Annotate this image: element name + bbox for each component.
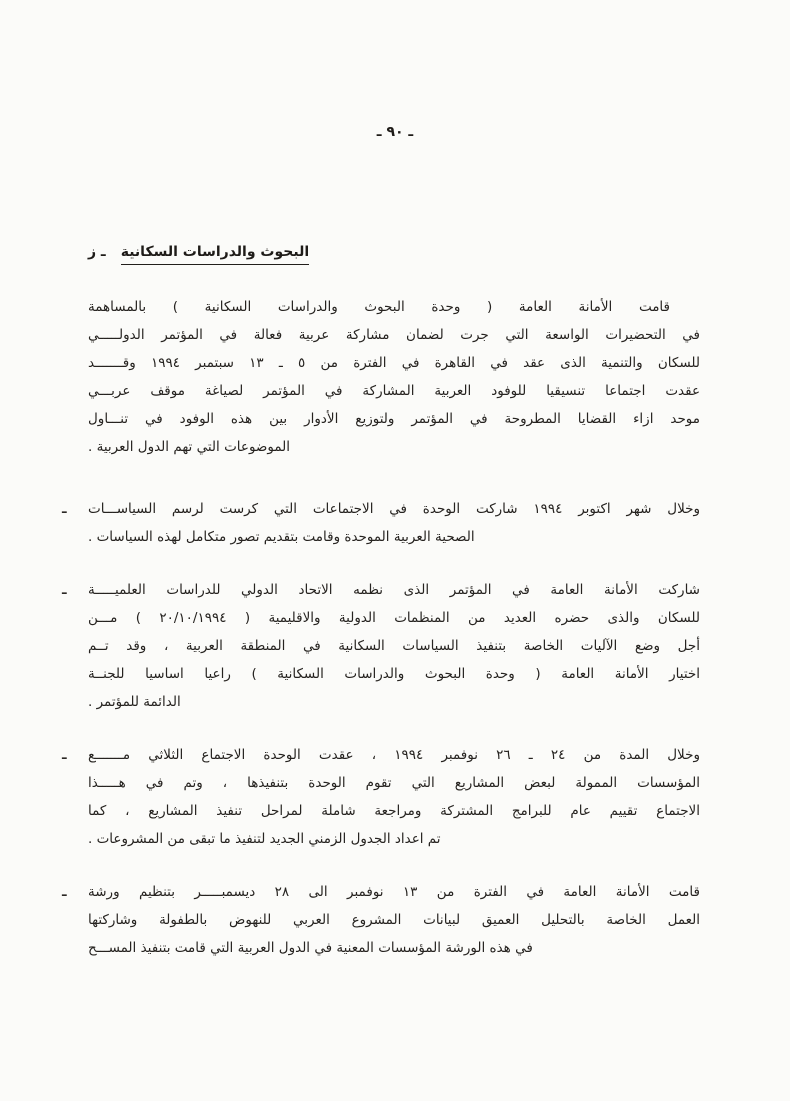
page-number: ـ ٩٠ ـ: [376, 124, 414, 140]
text-line: في التحضيرات الواسعة التي جرت لضمان مشاركة عربية فعالة في المؤتمر الدولـــــي: [88, 327, 700, 343]
paragraph-dash-marker: ـ: [62, 582, 67, 598]
text-line: المؤسسات الممولة لبعض المشاريع التي تقوم الوحدة بتنفيذها ، وتم في هـــــذا: [88, 775, 700, 791]
paragraph: [62, 495, 700, 551]
text-line: العمل الخاصة بالتحليل العميق لبيانات المشروع العربي للنهوض بالطفولة وشاركتها: [88, 912, 700, 928]
text-line: الاجتماع تقييم عام للبرامج المشتركة ومراجعة شاملة لمراحل تنفيذ المشاريع ، كما: [88, 803, 700, 819]
section-marker: ز ـ: [88, 244, 106, 260]
text-line: قامت الأمانة العامة ( وحدة البحوث والدراسات السكانية ) بالمساهمة: [88, 299, 670, 315]
paragraph-dash-marker: ـ: [62, 747, 67, 763]
text-line: عقدت اجتماعا تنسيقيا للوفود العربية المشاركة في المؤتمر لصياغة موقف عربـــي: [88, 383, 700, 399]
document-body: [62, 293, 700, 987]
text-line: تم اعداد الجدول الزمني الجديد لتنفيذ ما تبقى من المشروعات .: [88, 831, 441, 847]
section-title: البحوث والدراسات السكانية: [121, 244, 309, 265]
text-line: وخلال شهر اكتوبر ١٩٩٤ شاركت الوحدة في الاجتماعات التي كرست لرسم السياســـات: [88, 501, 700, 517]
paragraph: [88, 293, 700, 461]
section-heading: [88, 244, 309, 265]
text-line: اختيار الأمانة العامة ( وحدة البحوث والدراسات السكانية ) راعيا اساسيا للجنــة: [88, 666, 700, 682]
text-line: قامت الأمانة العامة في الفترة من ١٣ نوفمبر الى ٢٨ ديسمبـــــر بتنظيم ورشة: [88, 884, 700, 900]
paragraph-dash-marker: ـ: [62, 501, 67, 517]
paragraph: [62, 741, 700, 853]
text-line: وخلال المدة من ٢٤ ـ ٢٦ نوفمبر ١٩٩٤ ، عقدت الوحدة الاجتماع الثلاثي مـــــــع: [88, 747, 700, 763]
text-line: موحد ازاء القضايا المطروحة في المؤتمر ولتوزيع الأدوار بين هذه الوفود في تنـــاول: [88, 411, 700, 427]
text-line: للسكان والتنمية الذى عقد في القاهرة في الفترة من ٥ ـ ١٣ سبتمبر ١٩٩٤ وقـــــــد: [88, 355, 700, 371]
text-line: شاركت الأمانة العامة في المؤتمر الذى نظمه الاتحاد الدولي للدراسات العلميـــــة: [88, 582, 700, 598]
text-line: الموضوعات التي تهم الدول العربية .: [88, 439, 291, 455]
text-line: الصحية العربية الموحدة وقامت بتقديم تصور متكامل لهذه السياسات .: [88, 529, 475, 545]
text-line: في هذه الورشة المؤسسات المعنية في الدول العربية التي قامت بتنفيذ المســـح: [88, 940, 533, 956]
text-line: الدائمة للمؤتمر .: [88, 694, 181, 710]
text-line: للسكان والذى حضره العديد من المنظمات الدولية والاقليمية ( ٢٠/١٠/١٩٩٤ ) مـــن: [88, 610, 700, 626]
paragraph-dash-marker: ـ: [62, 884, 67, 900]
paragraph: [62, 576, 700, 716]
text-line: أجل وضع الآليات الخاصة بتنفيذ السياسات السكانية في المنطقة العربية ، وقد تــم: [88, 638, 700, 654]
paragraph: [62, 878, 700, 962]
